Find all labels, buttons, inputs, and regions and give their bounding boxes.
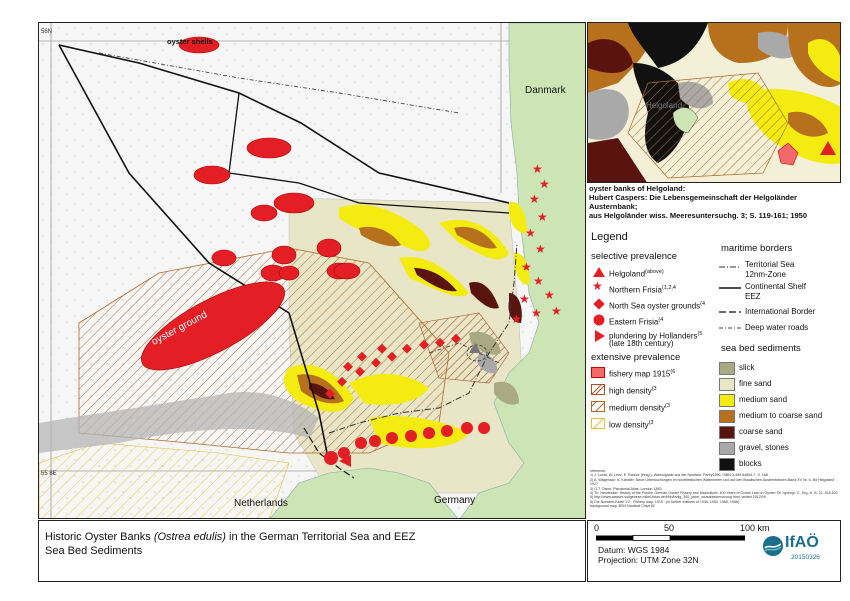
- red-circle: [461, 422, 473, 434]
- inset-caption-line2: Hubert Caspers: Die Lebensgemeinschaft der Helgoländer Austernbank;: [589, 193, 797, 211]
- sediment-swatch: [719, 442, 735, 455]
- reference-background: background map: BSH Nautical Chart 82: [590, 504, 655, 509]
- inset-label-helgoland: Helgoland: [646, 101, 683, 110]
- red-star: ★: [531, 306, 542, 320]
- legend: [587, 225, 841, 468]
- red-ellipse: [247, 138, 291, 158]
- datum: Datum: WGS 1984: [598, 545, 670, 555]
- inset-caption-line3: aus Helgoländer wiss. Meeresuntersuchg. 3; S. 119-161; 1950: [589, 211, 808, 220]
- legend-helgoland-note: (above): [645, 269, 664, 275]
- sediment-swatch: [719, 410, 735, 423]
- deep-water-road-symbol: [719, 326, 741, 330]
- inset-caption-line1: oyster banks of Helgoland:: [589, 184, 686, 193]
- sediment-swatch: [719, 362, 735, 375]
- legend-northern-frisia-note: (1,2,4: [661, 285, 676, 291]
- red-star: ★: [544, 288, 555, 302]
- legend-eastern-frisia-note: (4: [658, 317, 664, 323]
- high-density-swatch: [591, 384, 605, 395]
- title-pre: Historic Oyster Banks: [45, 531, 154, 543]
- sediment-swatch: [719, 426, 735, 439]
- label-germany: Germany: [434, 495, 476, 506]
- map-subtitle: Sea Bed Sediments: [45, 545, 143, 557]
- reference-1: 1) J. Lucht, W. Lenz, E. Rachor (Hrsg.): Warnsignale aus der Nordsee, Parey1990, ISBN 3-489-64854-7, S. 168: [590, 473, 768, 478]
- main-map: [38, 22, 586, 519]
- sediment-label: medium to coarse sand: [739, 411, 823, 420]
- legend-low-density: [609, 418, 653, 431]
- legend-low-density-note: (3: [648, 420, 654, 426]
- legend-northern-frisia-label: Northern Frisia: [609, 285, 662, 295]
- coord-top: 56N: [41, 29, 53, 35]
- legend-high-density: [609, 384, 657, 397]
- legend-title: Legend: [591, 231, 628, 243]
- legend-plundering-note: (5: [697, 331, 703, 337]
- inset-svg: [588, 23, 841, 183]
- legend-high-density-label: high density: [609, 386, 652, 396]
- continental-shelf-symbol: [719, 286, 741, 290]
- red-circle: [478, 422, 490, 434]
- reference-5: 5) http://www.wasser-vollgenese.mikel-fotos.de/Hhh/bvdg_300_jahre_wiusablesenutzung.html, visited 2012/09: [590, 495, 766, 500]
- red-ellipse: [212, 250, 236, 266]
- coord-left: 55 8E: [41, 471, 57, 477]
- legend-eastern-frisia: [609, 315, 663, 328]
- reference-3: 3) O.T. Olsen: Piscatorial Atlas, London 1883: [590, 486, 662, 491]
- ifao-logo-icon: [762, 535, 784, 557]
- legend-northern-frisia: [609, 283, 676, 296]
- legend-helgoland-label: Helgoland: [609, 269, 646, 279]
- legend-continental-shelf-2: EEZ: [745, 292, 761, 301]
- red-circle: [369, 435, 381, 447]
- projection: Projection: UTM Zone 32N: [598, 555, 699, 565]
- territorial-sea-symbol: [719, 265, 741, 269]
- extensive-heading: extensive prevalence: [591, 352, 681, 363]
- circle-symbol: [593, 314, 605, 326]
- legend-fishery-map: [609, 367, 675, 380]
- legend-eastern-frisia-label: Eastern Frisia: [609, 317, 659, 327]
- red-circle: [386, 432, 398, 444]
- red-star: ★: [537, 210, 548, 224]
- selective-heading: selective prevalence: [591, 251, 678, 262]
- red-ellipse: [251, 205, 277, 221]
- reference-2: 2) A. Wagenaar: N. Kändler: Neue Untersuchungen im nordfriesischen Wattenmeer und auf den fiskalischen Austernbänken,Band XV Nr. 6, Bd Helgoland 1927: [590, 477, 835, 487]
- legend-helgoland: [609, 267, 664, 280]
- fishery-map-swatch: [591, 367, 605, 378]
- legend-plundering-sub: (late 18th century): [609, 339, 674, 348]
- helgoland-inset: [587, 22, 841, 183]
- red-star: ★: [535, 242, 546, 256]
- sediments-heading: sea bed sediments: [721, 343, 801, 354]
- red-ellipse: [317, 239, 341, 257]
- references: [590, 469, 840, 509]
- sediment-label: medium sand: [739, 395, 788, 404]
- legend-medium-density-note: (3: [665, 403, 670, 409]
- borders-heading: maritime borders: [721, 243, 793, 254]
- red-star: ★: [525, 226, 536, 240]
- red-star: ★: [519, 292, 530, 306]
- legend-medium-density-label: medium density: [609, 403, 666, 413]
- legend-territorial-sea-2: 12nm-Zone: [745, 270, 786, 279]
- legend-deep-water-roads: Deep water roads: [745, 323, 809, 332]
- label-oyster-shells: oyster shells: [167, 37, 213, 46]
- legend-international-border: International Border: [745, 307, 816, 316]
- sediment-label: gravel, stones: [739, 443, 789, 452]
- legend-territorial-sea: Territorial Sea: [745, 260, 795, 269]
- diamond-symbol: [593, 298, 605, 310]
- ifao-logo-date: 20150326: [791, 554, 820, 561]
- red-ellipse: [279, 266, 299, 280]
- main-map-svg: [39, 23, 586, 519]
- legend-north-sea-note: (4: [700, 301, 706, 307]
- legend-north-sea-label: North Sea oyster grounds: [609, 301, 701, 311]
- sediment-swatch: [719, 394, 735, 407]
- international-border-symbol: [719, 310, 741, 314]
- sediment-label: blocks: [739, 459, 762, 468]
- red-star: ★: [533, 274, 544, 288]
- map-title: [45, 531, 415, 544]
- red-star: ★: [521, 260, 532, 274]
- legend-fishery-map-label: fishery map 1915: [609, 369, 671, 379]
- scale-tick-100: 100 km: [740, 523, 770, 533]
- red-ellipse: [334, 263, 360, 279]
- title-post: in the German Territorial Sea and EEZ: [225, 531, 416, 543]
- scale-tick-50: 50: [664, 523, 675, 533]
- label-oyster-ground: oyster ground: [149, 309, 210, 348]
- legend-high-density-note: (3: [651, 386, 657, 392]
- red-circle: [405, 430, 417, 442]
- legend-low-density-label: low density: [609, 420, 649, 430]
- sediment-label: slick: [739, 363, 755, 372]
- legend-continental-shelf: Continental Shelf: [745, 282, 806, 291]
- legend-plundering-label: plundering by Hollanders: [609, 331, 698, 341]
- triangle-symbol: [593, 267, 605, 277]
- red-circle: [324, 451, 338, 465]
- title-italic: (Ostrea edulis): [153, 531, 226, 543]
- red-star: ★: [529, 192, 540, 206]
- red-ellipse: [194, 166, 230, 184]
- title-box: [38, 520, 586, 582]
- references-heading: reference:: [590, 469, 607, 473]
- legend-fishery-map-note: (6: [670, 369, 676, 375]
- scale-tick-0: 0: [594, 523, 600, 533]
- red-star: ★: [532, 162, 543, 176]
- red-star: ★: [511, 312, 522, 326]
- legend-north-sea: [609, 299, 705, 312]
- label-danmark: Danmark: [525, 85, 566, 96]
- medium-density-swatch: [591, 401, 605, 412]
- reference-4: 4) Th. Neudecker: History of the Former German Oyster Fishery and Mariculture: 400 Years of Crown Law on Oyster; Dt. hydrogr. Z., Erg.-H. B. 22, 518-520: [590, 491, 838, 496]
- scale-bar: [596, 535, 746, 541]
- red-circle: [423, 427, 435, 439]
- red-circle: [355, 437, 367, 449]
- label-netherlands: Netherlands: [234, 498, 288, 509]
- sediment-label: coarse sand: [739, 427, 783, 436]
- scale-box: [587, 520, 841, 582]
- star-symbol: ★: [592, 279, 603, 293]
- inset-caption: [589, 184, 841, 220]
- red-star: ★: [539, 177, 550, 191]
- flag-symbol: [595, 330, 605, 342]
- sediment-swatch: [719, 378, 735, 391]
- red-star: ★: [551, 304, 562, 318]
- red-ellipse: [272, 246, 296, 264]
- sediment-label: fine sand: [739, 379, 772, 388]
- red-ellipse: [274, 193, 314, 213]
- low-density-swatch: [591, 418, 605, 429]
- ifao-logo-text: IfAÖ: [785, 534, 819, 551]
- reference-6: 6) Die Nordsee-Karte 1:2 - Fishery map. 1915 - (in further editions of 1936, 1953, 1965, 1988): [590, 499, 740, 504]
- red-circle: [441, 425, 453, 437]
- legend-medium-density: [609, 401, 670, 414]
